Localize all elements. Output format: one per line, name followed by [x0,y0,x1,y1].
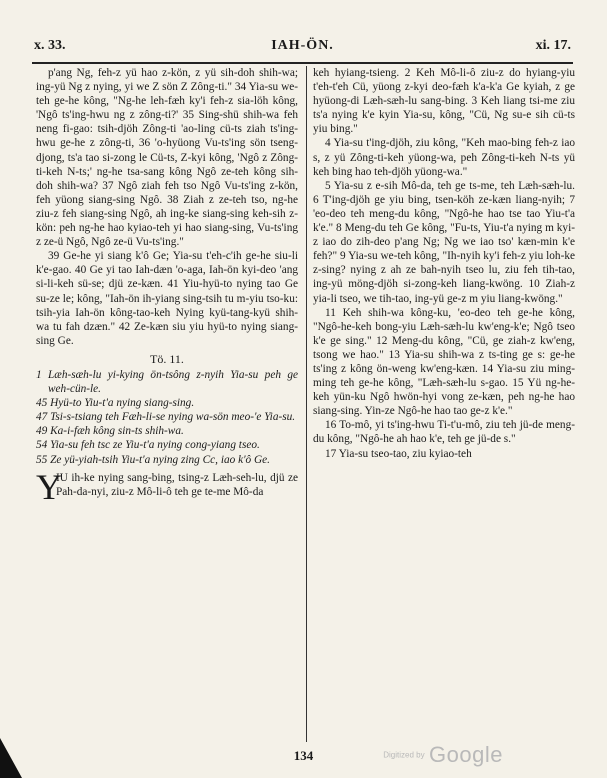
summary-line: 54 Yia-su feh tsc ze Yiu-t'a nying cong-yiang tseo. [36,439,260,452]
chapter-summary [36,368,298,467]
opening-paragraph [36,466,298,507]
paragraph: keh hyiang-tsieng. 2 Keh Mô-li-ô ziu-z do hyiang-yiu t'eh-t'eh Cü, yüong z-kyi deo-fæh k'a-k'a Ge kyiah, z ge hyüong-di Læh-sæh-lu sang-bing. 3 Keh liang tsi-me ziu ts'a nying k'e kyin Yia-su, kông, "Cü, Ng su-e sih cü-ts yiu bing." [313,67,575,136]
running-header [34,38,571,60]
google-logo: Google [429,742,503,767]
paragraph: 5 Yia-su z e-sih Mô-da, teh ge ts-me, teh Læh-sæh-lu. 6 T'ing-djöh ge yiu bing, tsen-köh ze-kæn liang-nyih; 7 'eo-deo teh meng-du kông, "Ngô-he hao tse tao Yiu-t'a k'e." 8 Meng-du teh Ge kông, "Fu-ts, Yiu-t'a nying m kyi-z iao do zih-deo p'ang Ng; Ng we iao tso' kæn-min k'e feh?" 9 Yia-su we-teh kông, "Ih-nyih ky'i feh-z yiu loh-ke z-sing? nying z ah ze bah-nyih tseo lu, ziu feh tih-tao, ing-yü möng-djöh si-zong-keh liang-kwöng. 10 Ziah-z yia-li tseo, we tih-tao, ing-yü ge-z m yiu liang-kwöng." [313,179,575,305]
summary-line: 45 Hyü-to Yiu-t'a nying siang-sing. [36,397,195,410]
page-number: 134 [293,748,314,763]
watermark-prefix: Digitized by [383,750,425,760]
paragraph: 4 Yia-su t'ing-djöh, ziu kông, "Keh mao-bing feh-z iao s, z yü Zông-ti-keh yüong-wa, peh Zông-ti-keh N-ts yü keh bing hao teh-djöh yüong-wa." [313,137,575,178]
summary-line: 55 Ze yü-yiah-tsih Yiu-t'a nying zing Cc, iao k'ô Ge. [36,453,270,466]
summary-line: 1 Læh-sæh-lu yi-kying ön-tsông z-nyih Yia-su peh ge weh-cün-le. [36,368,298,396]
drop-cap: Y [36,466,62,507]
digitization-watermark [383,742,503,768]
right-column [313,66,575,461]
summary-line: 49 Ka-i-fæh kông sin-ts shih-wa. [36,425,184,438]
opening-text: IU ih-ke nying sang-bing, tsing-z Læh-seh-lu, djü ze Pah-da-nyi, ziu-z Mô-li-ô teh ge te-me Mô-da [56,471,298,498]
paragraph: 16 To-mô, yi ts'ing-hwu Ti-t'u-mô, ziu teh jü-de meng-du kông, "Ngô-he ah hao k'e, teh ge jü-de s." [313,419,575,446]
header-chapter-right: xi. 17. [535,38,571,53]
paragraph: p'ang Ng, feh-z yü hao z-kön, z yü sih-doh shih-wa; ing-yü Ng z nying, yi we Z sön Z Zông-ti." 34 Yia-su we-teh ge-he kông, "Ng-he leh-fæh ky'i feh-z sia-löh kông, 'Ngô ts'ing-hwu ng z zông-ti?' 35 Sing-shü shih-wa feh neng fi-gao: tsih-djöh Zông-ti 'ao-ling cü-ts ziah ts'ing-hwu ge-he z zông-ti, 36 'o-hyüong Vu-ts'ing sön tseng-djong, ts'a tao si-zong le Cü-ts, Z-kyi kông, 'Ngô z Zông-ti-keh N-ts;' ng-he tsa-sang kông Ngô ze-teh kông sih-doh shih-wa? 37 Ngô ziah feh tso Ngô Vu-ts'ing z-kön, feh yüong siang-sing Ngô. 38 Ziah z ze-teh tso, ng-he ziu-z feh siang-sing Ngô, ah ing-ke siang-sing keh-sih z-kön: peh ng-he hao kyiao-teh yi hao siang-sing, Vu-ts'ing z ze-ü Ngô, Ngô ze-ü Vu-ts'ing." [36,67,298,249]
summary-line: 47 Tsi-s-tsiang teh Fæh-li-se nying wa-sön meo-'e Yia-su. [36,411,296,424]
left-column [36,66,298,507]
header-book-title: IAH-ÖN. [271,38,334,53]
paragraph: 11 Keh shih-wa kông-ku, 'eo-deo teh ge-he kông, "Ngô-he-keh bong-yiu Læh-sæh-lu kw'eng-k'e; Ngô tseo k'e ge sing." 12 Meng-du kông, "Cü, ge ziah-z kw'eng, tsong we hao." 13 Yia-su shih-wa z ts-ting ge s: ge-he ts'ing z kông ön-weng kw'eng-kæn. 14 Yia-su ziu ming-ming teh ge-he kông, "Læh-sæh-lu s-gao. 15 Yü ng-he-keh yün-ku Ngô hwön-hyi vong ze-kæn, peh ng-he hao siang-sing. Yin-ze Ngô-he hao tao ge-z k'e." [313,306,575,418]
header-rule [32,62,573,64]
header-chapter-left: x. 33. [34,38,66,53]
paragraph: 17 Yia-su tseo-tao, ziu kyiao-teh [325,447,472,460]
page-corner-shadow [0,738,22,778]
column-divider [306,66,307,742]
section-title: Tö. 11. [150,351,184,366]
paragraph: 39 Ge-he yi siang k'ô Ge; Yia-su t'eh-c'ih ge-he siu-li k'e-gao. 40 Ge yi tao Iah-dæn 'o-aga, Iah-ön kyi-deo 'ang si-li-keh sü-se; djü ze-kæn. 41 Yiu-hyü-to nying tao Ge su-ze le; kông, "Iah-ön ih-yiang sing-tsih tu m-yiu tso-ku: tsih-yia Iah-ön kông-tao-keh Nying kyü-tang-kyü shih-wa tu fah dzæn." 42 Ze-kæn siu yiu hyü-to nying siang-sing Ge. [36,250,298,347]
